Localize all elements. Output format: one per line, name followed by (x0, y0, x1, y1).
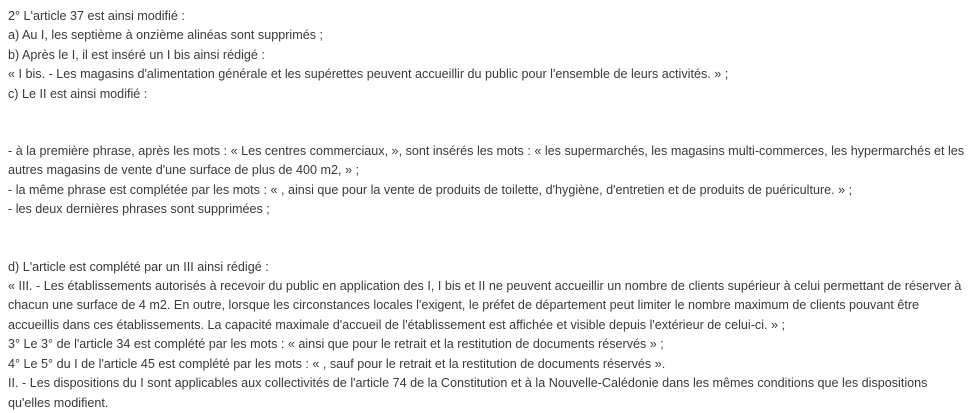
spacer (8, 104, 967, 142)
article-34-amendment: 3° Le 3° de l'article 34 est complété par les mots : « ainsi que pour le retrait et la restitution de documents réservés » ; (8, 337, 664, 352)
paragraph-d: d) L'article est complété par un III ainsi rédigé : (8, 259, 269, 274)
same-sentence-completion: - la même phrase est complétée par les mots : « , ainsi que pour la vente de produits de toilette, d'hygiène, d'entretien et de produits de puériculture. » ; (8, 182, 853, 197)
paragraph-c: c) Le II est ainsi modifié : (8, 86, 148, 101)
paragraph-b: b) Après le I, il est inséré un I bis ainsi rédigé : (8, 47, 265, 62)
last-sentences-removed: - les deux dernières phrases sont supprimées ; (8, 202, 270, 217)
section-ii-provisions: II. - Les dispositions du I sont applicables aux collectivités de l'article 74 de la Constitution et à la Nouvelle-Calédonie dans les mêmes conditions que les dispositions qu'elles modifient. (8, 376, 928, 410)
article-45-amendment: 4° Le 5° du I de l'article 45 est complété par les mots : « , sauf pour le retrait et la restitution de documents réservés ». (8, 356, 666, 371)
article-37-intro: 2° L'article 37 est ainsi modifié : (8, 9, 185, 23)
spacer (8, 220, 967, 258)
paragraph-a: a) Au I, les septième à onzième alinéas sont supprimés ; (8, 28, 324, 43)
first-sentence-amendment: - à la première phrase, après les mots : « Les centres commerciaux, », sont insérés les mots : « les supermarchés, les magasins multi-commerces, les hypermarchés et les autres magasins de vente d'une surface de plus de 400 m2, » ; (8, 144, 965, 178)
i-bis-quote: « I bis. - Les magasins d'alimentation générale et les supérettes peuvent accueillir du public pour l'ensemble de leurs activités. » ; (8, 67, 729, 82)
iii-quote: « III. - Les établissements autorisés à recevoir du public en application des I, I bis et II ne peuvent accueillir un nombre de clients supérieur à celui permettant de réserver à chacun une surface de 4 m2. En outre, lorsque les circonstances locales l'exigent, le préfet de département peut limiter le nombre maximum de clients pouvant être accueillis dans ces établissements. La capacité maximale d'accueil de l'établissement est affichée et visible depuis l'extérieur de celui-ci. » ; (8, 279, 962, 332)
